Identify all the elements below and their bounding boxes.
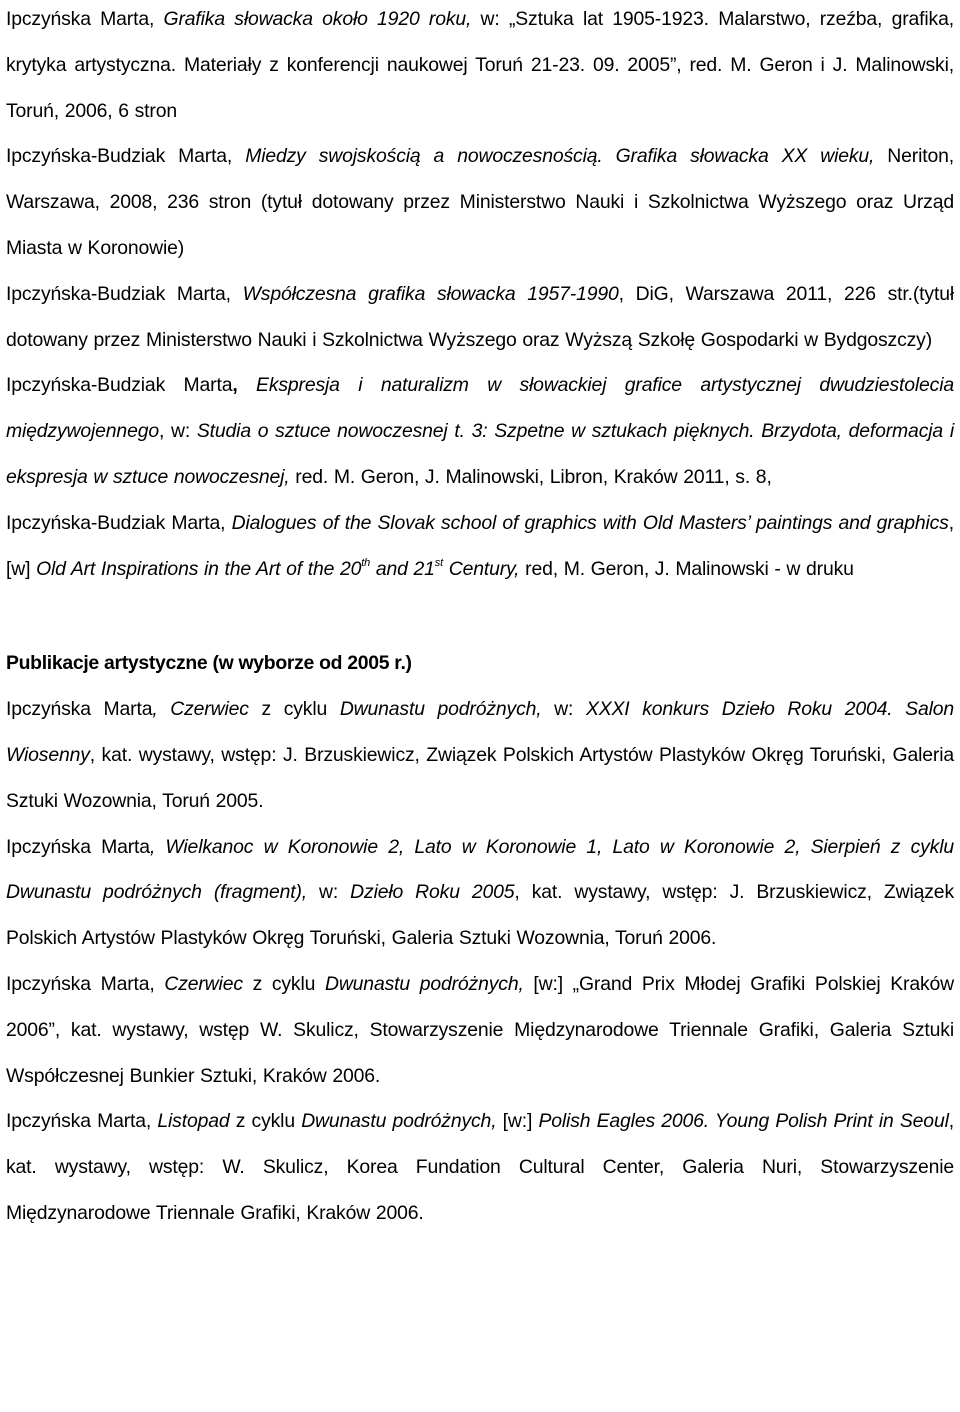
entry-text: Studia o sztuce nowoczesnej t. 3: Szpetne w sztukach pięknych. Brzydota, deformacja i ekspresja w sztuce nowoczesnej, — [6, 420, 954, 488]
entry-text: XXXI konkurs Dzieło Roku 2004. Salon Wiosenny — [6, 698, 955, 766]
entry-text: Polish Eagles 2006. Young Polish Print in Seoul — [538, 1110, 949, 1133]
entry-text: , kat. wystawy, wstęp: W. Skulicz, Korea Fundation Cultural Center, Galeria Nuri, Stowarzyszenie Międzynarodowe Triennale Grafiki, Kraków 2006. — [6, 1110, 954, 1224]
bibliography-entry — [6, 1099, 954, 1236]
entry-text: Ipczyńska-Budziak Marta — [6, 374, 233, 397]
entry-text: Dwunastu podróżnych, — [339, 698, 542, 721]
entry-text: , w: — [158, 420, 197, 443]
entry-text: , Czerwiec — [152, 698, 249, 721]
entry-text: [w:] — [496, 1110, 539, 1133]
entry-text: Ipczyńska Marta, — [6, 972, 165, 995]
artistic-publications-list — [6, 687, 954, 1237]
entry-text: Dzieło Roku 2005 — [350, 881, 515, 904]
entry-text: Miedzy swojskością a nowoczesnością. Grafika słowacka XX wieku, — [245, 145, 875, 168]
entry-text: w: — [541, 698, 586, 721]
entry-text: th — [361, 556, 371, 569]
bibliography-entry — [6, 501, 954, 596]
entry-text: Ipczyńska-Budziak Marta, — [6, 511, 232, 534]
entry-text: Ekspresja i naturalizm w słowackiej grafice artystycznej dwudziestolecia międzywojennego — [6, 374, 954, 443]
entry-text: Współczesna grafika słowacka 1957-1990 — [242, 282, 619, 305]
entry-text: w: — [307, 881, 351, 904]
entry-text: st — [434, 556, 444, 569]
entry-text: Ipczyńska Marta, — [6, 1110, 158, 1133]
entry-text: , Wielkanoc w Koronowie 2, Lato w Koronowie 1, Lato w Koronowie 2, Sierpień z cyklu Dwunastu podróżnych (fragment), — [6, 835, 954, 904]
entry-text: Ipczyńska Marta, — [6, 8, 164, 30]
bibliography-entry — [6, 134, 954, 271]
entry-text: red, M. Geron, J. Malinowski - w druku — [519, 557, 854, 580]
entry-text: Century, — [443, 557, 520, 580]
entry-text: z cyklu — [242, 972, 325, 995]
bibliography-entry — [6, 363, 954, 500]
bibliography-entry — [6, 272, 954, 364]
entry-text: Ipczyńska Marta — [6, 698, 153, 721]
entry-text: Grafika słowacka około 1920 roku, — [163, 8, 472, 30]
entry-text: Dialogues of the Slovak school of graphics with Old Masters’ paintings and graphics — [231, 511, 949, 534]
entry-text: w: „Sztuka lat 1905-1923. Malarstwo, rzeźba, grafika, krytyka artystyczna. Materiały z konferencji naukowej Toruń 21-23. 09. 2005”, red. M. Geron i J. Malinowski, Toruń, 2006, 6 stron — [6, 8, 954, 122]
bibliography-entry — [6, 962, 954, 1099]
section-heading: Publikacje artystyczne (w wyborze od 2005 r.) — [6, 652, 412, 675]
bibliography-entry — [6, 0, 954, 134]
entry-text: Dwunastu podróżnych, — [324, 972, 524, 995]
entry-text: Listopad — [157, 1110, 230, 1133]
entry-text: , kat. wystawy, wstęp: J. Brzuskiewicz, Związek Polskich Artystów Plastyków Okręg Toruński, Galeria Sztuki Wozownia, Toruń 2005. — [6, 743, 954, 812]
entry-text: Ipczyńska-Budziak Marta, — [6, 282, 243, 305]
entry-text: [w:] „Grand Prix Młodej Grafiki Polskiej Kraków 2006”, kat. wystawy, wstęp W. Skulicz, Stowarzyszenie Międzynarodowe Triennale Grafiki, Galeria Sztuki Współczesnej Bunkier Sztuki, Kraków 2006. — [6, 972, 954, 1087]
entry-text: z cyklu — [229, 1110, 302, 1133]
entry-text: , [w] — [6, 511, 954, 580]
entry-text: , — [232, 374, 257, 397]
bibliography-entry — [6, 687, 954, 824]
entry-text: , DiG, Warszawa 2011, 226 str.(tytuł dotowany przez Ministerstwo Nauki i Szkolnictwa Wyższego oraz Wyższą Szkołę Gospodarki w Bydgoszczy) — [6, 282, 954, 351]
bibliography-list — [6, 0, 954, 595]
entry-text: Dwunastu podróżnych, — [301, 1110, 497, 1133]
bibliography-entry — [6, 825, 954, 962]
entry-text: Old Art Inspirations in the Art of the 20 — [36, 557, 362, 580]
document-page — [6, 0, 954, 1237]
entry-text: , kat. wystawy, wstęp: J. Brzuskiewicz, Związek Polskich Artystów Plastyków Okręg Toruński, Galeria Sztuki Wozownia, Toruń 2006. — [6, 881, 954, 950]
entry-text: Czerwiec — [164, 972, 243, 995]
entry-text: Ipczyńska Marta — [6, 835, 150, 858]
entry-text: red. M. Geron, J. Malinowski, Libron, Kraków 2011, s. 8, — [289, 465, 772, 488]
entry-text: Neriton, Warszawa, 2008, 236 stron (tytuł dotowany przez Ministerstwo Nauki i Szkolnictwa Wyższego oraz Urząd Miasta w Koronowie) — [6, 145, 955, 259]
entry-text: z cyklu — [248, 698, 340, 721]
entry-text: Ipczyńska-Budziak Marta, — [6, 145, 246, 168]
entry-text: and 21 — [370, 557, 435, 580]
